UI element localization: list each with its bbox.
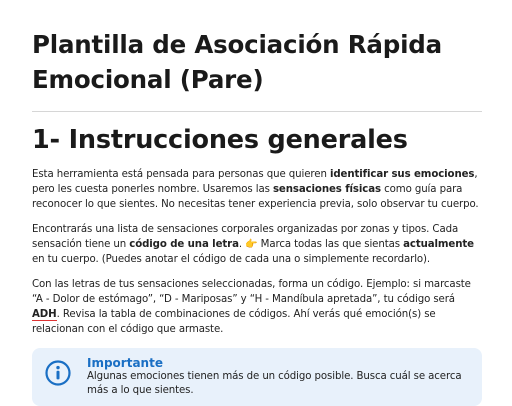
divider [32,111,482,112]
callout-title: Importante [87,356,163,370]
pointing-hand-icon: 👉 [245,239,258,250]
code-example: ADH [32,309,57,320]
instructions-paragraph [32,222,482,267]
text-run: en tu cuerpo. (Puedes anotar el código de cada una o simplemente recordarlo). [32,254,431,265]
text-run: . [238,239,246,250]
bold-text: identificar sus emociones [329,169,475,180]
text-run: Con las letras de tus sensaciones seleccionadas, forma un código. Ejemplo: si marcaste “A - Dolor de estómago”, “D - Mariposas” y “H - Mandíbula apretada”, tu código será [32,279,471,305]
text-run: Marca todas las que sientas [257,239,404,250]
intro-paragraph [32,167,482,212]
callout-body [87,356,472,398]
bold-text: código de una letra [129,239,239,250]
section-title: 1- Instrucciones generales [32,125,408,155]
bold-text: actualmente [403,239,474,250]
text-run: , pero les cuesta ponerles nombre. Usaremos las [32,169,478,195]
bold-text: sensaciones físicas [272,184,381,195]
text-run: Encontrarás una lista de sensaciones corporales organizadas por zonas y tipos. Cada sensación tiene un [32,224,459,250]
text-run: como guía para reconocer lo que sientes. No necesitas tener experiencia previa, solo observar tu cuerpo. [32,184,479,210]
text-run: Esta herramienta está pensada para personas que quieren [32,169,330,180]
info-icon [45,360,71,386]
page-title: Plantilla de Asociación Rápida Emocional (Pare) [32,30,442,94]
important-callout [32,348,482,406]
text-run: . Revisa la tabla de combinaciones de códigos. Ahí verás qué emoción(s) se relacionan con el código que armaste. [32,309,436,335]
callout-text: Algunas emociones tienen más de un código posible. Busca cuál se acerca más a lo que sientes. [87,371,462,396]
example-paragraph [32,277,482,337]
